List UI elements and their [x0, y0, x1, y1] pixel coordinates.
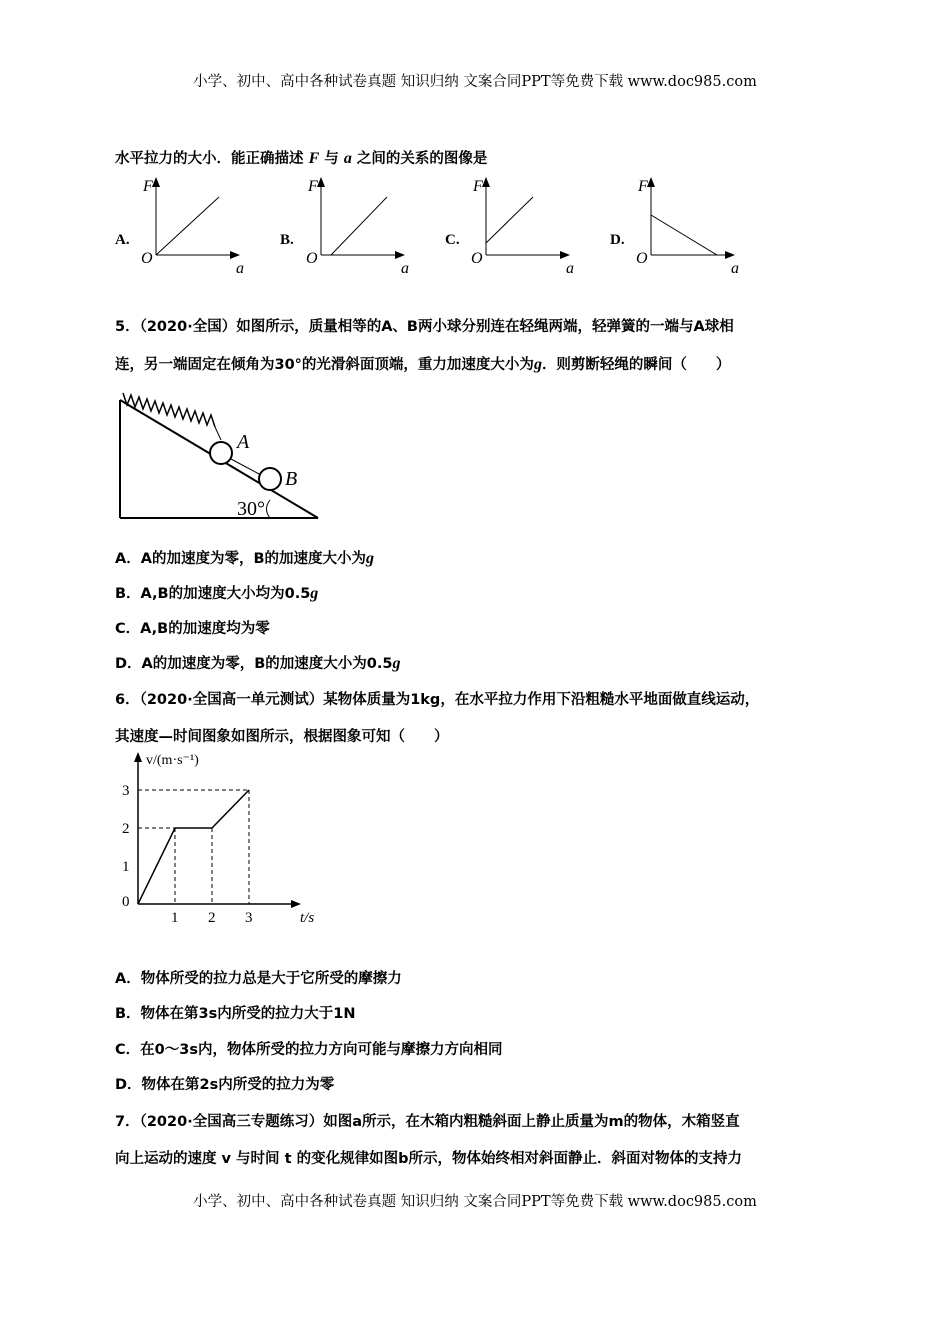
- svg-text:a: a: [566, 260, 574, 277]
- svg-text:F: F: [143, 178, 153, 195]
- y-tick-label: 2: [122, 821, 130, 837]
- q6-velocity-time-chart: [110, 750, 315, 930]
- q6-option-d[interactable]: D．物体在第2s内所受的拉力为零: [115, 1077, 335, 1093]
- svg-text:O: O: [141, 250, 153, 267]
- q6-stem-line2: 其速度—时间图象如图所示，根据图象可知（ ）: [115, 729, 449, 745]
- page-header: 小学、初中、高中各种试卷真题 知识归纳 文案合同PPT等免费下载 www.doc985.com: [193, 74, 757, 90]
- svg-text:O: O: [471, 250, 483, 267]
- page-footer: 小学、初中、高中各种试卷真题 知识归纳 文案合同PPT等免费下载 www.doc985.com: [193, 1194, 757, 1210]
- q7-stem-line1: 7．（2020·全国高三专题练习）如图a所示，在木箱内粗糙斜面上静止质量为m的物体，木箱竖直: [115, 1114, 740, 1130]
- y-tick-label: 3: [122, 783, 130, 799]
- svg-text:F: F: [638, 178, 648, 195]
- x-tick-label: 3: [245, 910, 253, 926]
- svg-text:30°: 30°: [237, 498, 265, 520]
- x-tick-label: 1: [171, 910, 179, 926]
- q4-graph-a: [140, 175, 260, 275]
- q5-incline-figure: [115, 385, 325, 525]
- q5-option-b[interactable]: B．A,B的加速度大小均为0.5g: [115, 585, 319, 602]
- y-axis-arrow: [134, 752, 142, 762]
- y-tick-label: 1: [122, 859, 130, 875]
- svg-text:F: F: [473, 178, 483, 195]
- q5-option-d[interactable]: D．A的加速度为零，B的加速度大小为0.5g: [115, 655, 401, 672]
- q4-stem: 水平拉力的大小．能正确描述 F 与 a 之间的关系的图像是: [115, 150, 488, 167]
- x-axis-label: t/s: [300, 910, 315, 926]
- q5-option-a[interactable]: A．A的加速度为零，B的加速度大小为g: [115, 550, 374, 567]
- y-tick-label: 0: [122, 894, 130, 910]
- q5-stem-line1: 5．（2020·全国）如图所示，质量相等的A、B两小球分别连在轻绳两端，轻弹簧的一端与A球相: [115, 319, 734, 335]
- q7-stem-line2: 向上运动的速度 v 与时间 t 的变化规律如图b所示，物体始终相对斜面静止．斜面对物体的支持力: [115, 1151, 742, 1167]
- svg-text:B: B: [285, 468, 298, 490]
- q4-option-c[interactable]: C.: [445, 232, 460, 248]
- q4-graph-d: [635, 175, 755, 275]
- q6-option-a[interactable]: A．物体所受的拉力总是大于它所受的摩擦力: [115, 971, 402, 987]
- q4-graph-b: [305, 175, 425, 275]
- q4-graph-c: [470, 175, 590, 275]
- svg-text:a: a: [401, 260, 409, 277]
- svg-text:a: a: [236, 260, 244, 277]
- q5-option-c[interactable]: C．A,B的加速度均为零: [115, 621, 270, 637]
- x-tick-label: 2: [208, 910, 216, 926]
- q6-option-b[interactable]: B．物体在第3s内所受的拉力大于1N: [115, 1006, 356, 1022]
- svg-text:A: A: [237, 431, 250, 453]
- q4-option-b[interactable]: B.: [280, 232, 294, 248]
- svg-text:a: a: [731, 260, 739, 277]
- q6-stem-line1: 6．（2020·全国高一单元测试）某物体质量为1kg，在水平拉力作用下沿粗糙水平地面做直线运动，: [115, 692, 760, 708]
- q6-option-c[interactable]: C．在0～3s内，物体所受的拉力方向可能与摩擦力方向相同: [115, 1042, 503, 1058]
- q4-option-d[interactable]: D.: [610, 232, 625, 248]
- svg-text:F: F: [308, 178, 318, 195]
- svg-text:O: O: [306, 250, 318, 267]
- y-axis-label: v/(m·s⁻¹): [146, 753, 199, 768]
- q4-option-a[interactable]: A.: [115, 232, 130, 248]
- q5-stem-line2: 连，另一端固定在倾角为30°的光滑斜面顶端，重力加速度大小为g．则剪断轻绳的瞬间（ ）: [115, 356, 731, 373]
- x-axis-arrow: [291, 900, 301, 908]
- svg-text:O: O: [636, 250, 648, 267]
- velocity-line: [138, 790, 249, 904]
